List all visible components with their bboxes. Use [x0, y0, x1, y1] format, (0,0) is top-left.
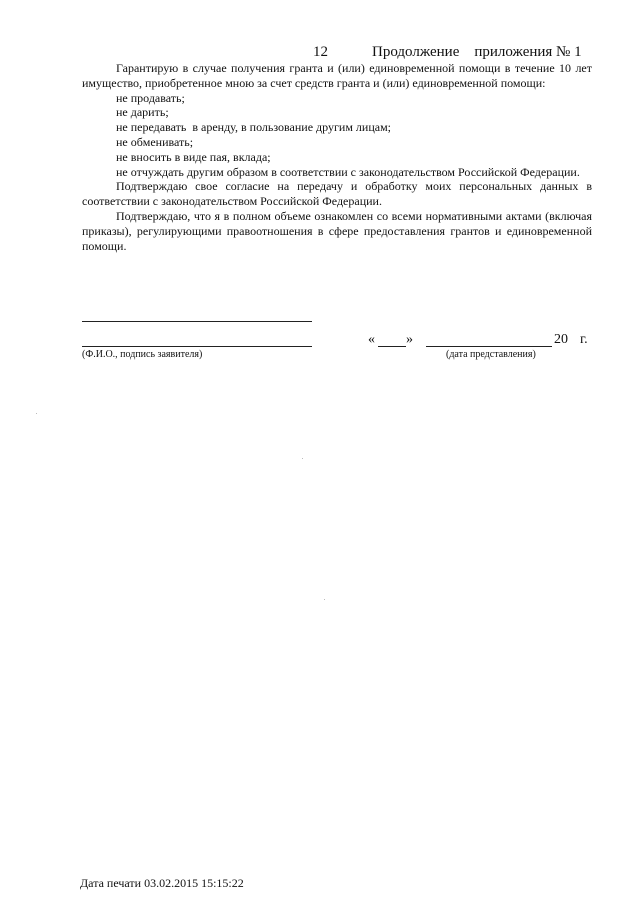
name-line — [82, 321, 312, 322]
appendix-continuation: Продолжение приложения № 1 — [372, 44, 582, 60]
guarantee-text — [82, 61, 592, 253]
list-item: не обменивать; — [116, 134, 194, 149]
year-prefix: 20 — [554, 332, 568, 347]
quote-open: « — [368, 332, 375, 347]
list-item: не передавать в аренду, в пользование другим лицам; — [116, 120, 392, 135]
scan-speck — [302, 458, 303, 459]
print-date: Дата печати 03.02.2015 15:15:22 — [80, 876, 244, 890]
acquainted-paragraph: Подтверждаю, что я в полном объеме ознакомлен со всеми нормативными актами (включая приказы), регулирующими правоотношения в сфере предоставления грантов и единовременной помощи. — [82, 208, 592, 253]
month-blank-line — [426, 346, 552, 347]
scan-speck — [324, 599, 325, 600]
year-suffix: г. — [580, 332, 588, 347]
signature-caption: (Ф.И.О., подпись заявителя) — [82, 349, 203, 360]
signature-line — [82, 346, 312, 347]
consent-paragraph: Подтверждаю свое согласие на передачу и обработку моих персональных данных в соответствии с законодательством Российской Федерации. — [82, 179, 592, 209]
list-item: не продавать; — [116, 90, 185, 105]
list-item: не отчуждать другим образом в соответствии с законодательством Российской Федерации. — [116, 164, 580, 179]
day-blank-line — [378, 346, 406, 347]
intro-paragraph: Гарантирую в случае получения гранта и (или) единовременной помощи в течение 10 лет имущество, приобретенное мною за счет средств гранта и (или) единовременной помощи: — [82, 61, 592, 90]
list-item: не дарить; — [116, 105, 169, 120]
scan-speck — [36, 413, 37, 414]
list-item: не вносить в виде пая, вклада; — [116, 149, 271, 164]
date-caption: (дата представления) — [446, 349, 536, 360]
quote-close: » — [406, 332, 413, 347]
page-number: 12 — [313, 44, 328, 60]
